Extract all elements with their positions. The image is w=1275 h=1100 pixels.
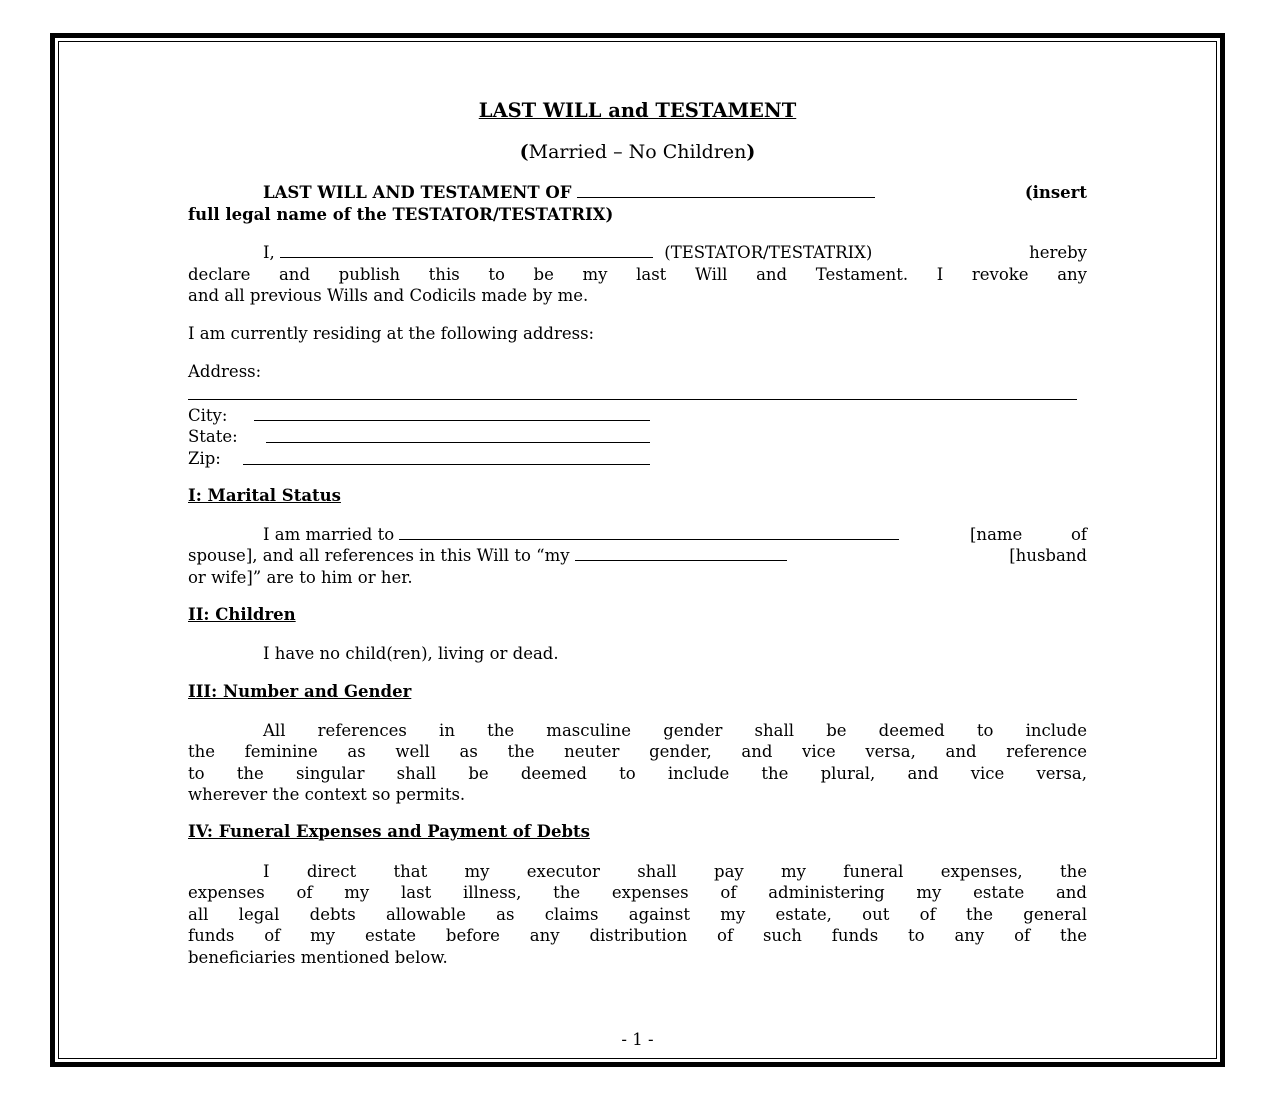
funeral-line: beneficiaries mentioned below. — [188, 948, 448, 967]
spouse-name-blank[interactable] — [399, 525, 899, 540]
declaration-line3: and all previous Wills and Codicils made by me. — [188, 286, 589, 305]
address-line[interactable] — [188, 399, 1077, 400]
section-children-heading: II: Children — [188, 605, 296, 624]
funeral-line: I direct that my executor shall pay my funeral expenses, the — [263, 862, 1087, 881]
gender-line: the feminine as well as the neuter gender, and vice versa, and reference — [188, 742, 1087, 761]
declaration-line2: declare and publish this to be my last Will and Testament. I revoke any — [188, 265, 1087, 284]
address-label: Address: — [188, 362, 262, 381]
page-number: - 1 - — [621, 1030, 654, 1049]
state-blank[interactable] — [266, 442, 650, 443]
intro-heading-line1: LAST WILL AND TESTAMENT OF (insert — [263, 183, 1087, 202]
section-number-gender-heading: III: Number and Gender — [188, 682, 412, 701]
married-line2: spouse], and all references in this Will to “my [husband — [188, 546, 1087, 565]
declarant-name-blank[interactable] — [280, 243, 653, 258]
gender-line: wherever the context so permits. — [188, 785, 466, 804]
funeral-line: funds of my estate before any distribution of such funds to any of the — [188, 926, 1087, 945]
funeral-line: all legal debts allowable as claims against my estate, out of the general — [188, 905, 1087, 924]
declaration-line1: I, (TESTATOR/TESTATRIX) hereby — [263, 243, 1087, 262]
city-row: City: — [188, 406, 228, 425]
zip-blank[interactable] — [243, 464, 650, 465]
gender-line: All references in the masculine gender shall be deemed to include — [263, 721, 1087, 740]
testator-name-blank[interactable] — [577, 183, 875, 198]
children-text: I have no child(ren), living or dead. — [263, 644, 559, 663]
document-subtitle: (Married – No Children) — [519, 141, 756, 163]
intro-heading-line2: full legal name of the TESTATOR/TESTATRIX) — [188, 205, 614, 224]
residing-text: I am currently residing at the following address: — [188, 324, 595, 343]
document-title: LAST WILL and TESTAMENT — [478, 99, 797, 122]
funeral-line: expenses of my last illness, the expenses of administering my estate and — [188, 883, 1087, 902]
gender-line: to the singular shall be deemed to include the plural, and vice versa, — [188, 764, 1087, 783]
zip-row: Zip: — [188, 449, 221, 468]
spouse-term-blank[interactable] — [575, 546, 787, 561]
married-line3: or wife]” are to him or her. — [188, 568, 413, 587]
section-funeral-debts-heading: IV: Funeral Expenses and Payment of Debts — [188, 822, 590, 841]
section-marital-status-heading: I: Marital Status — [188, 486, 341, 505]
city-blank[interactable] — [254, 420, 650, 421]
state-row: State: — [188, 427, 238, 446]
married-line1: I am married to [name of — [263, 525, 1087, 544]
